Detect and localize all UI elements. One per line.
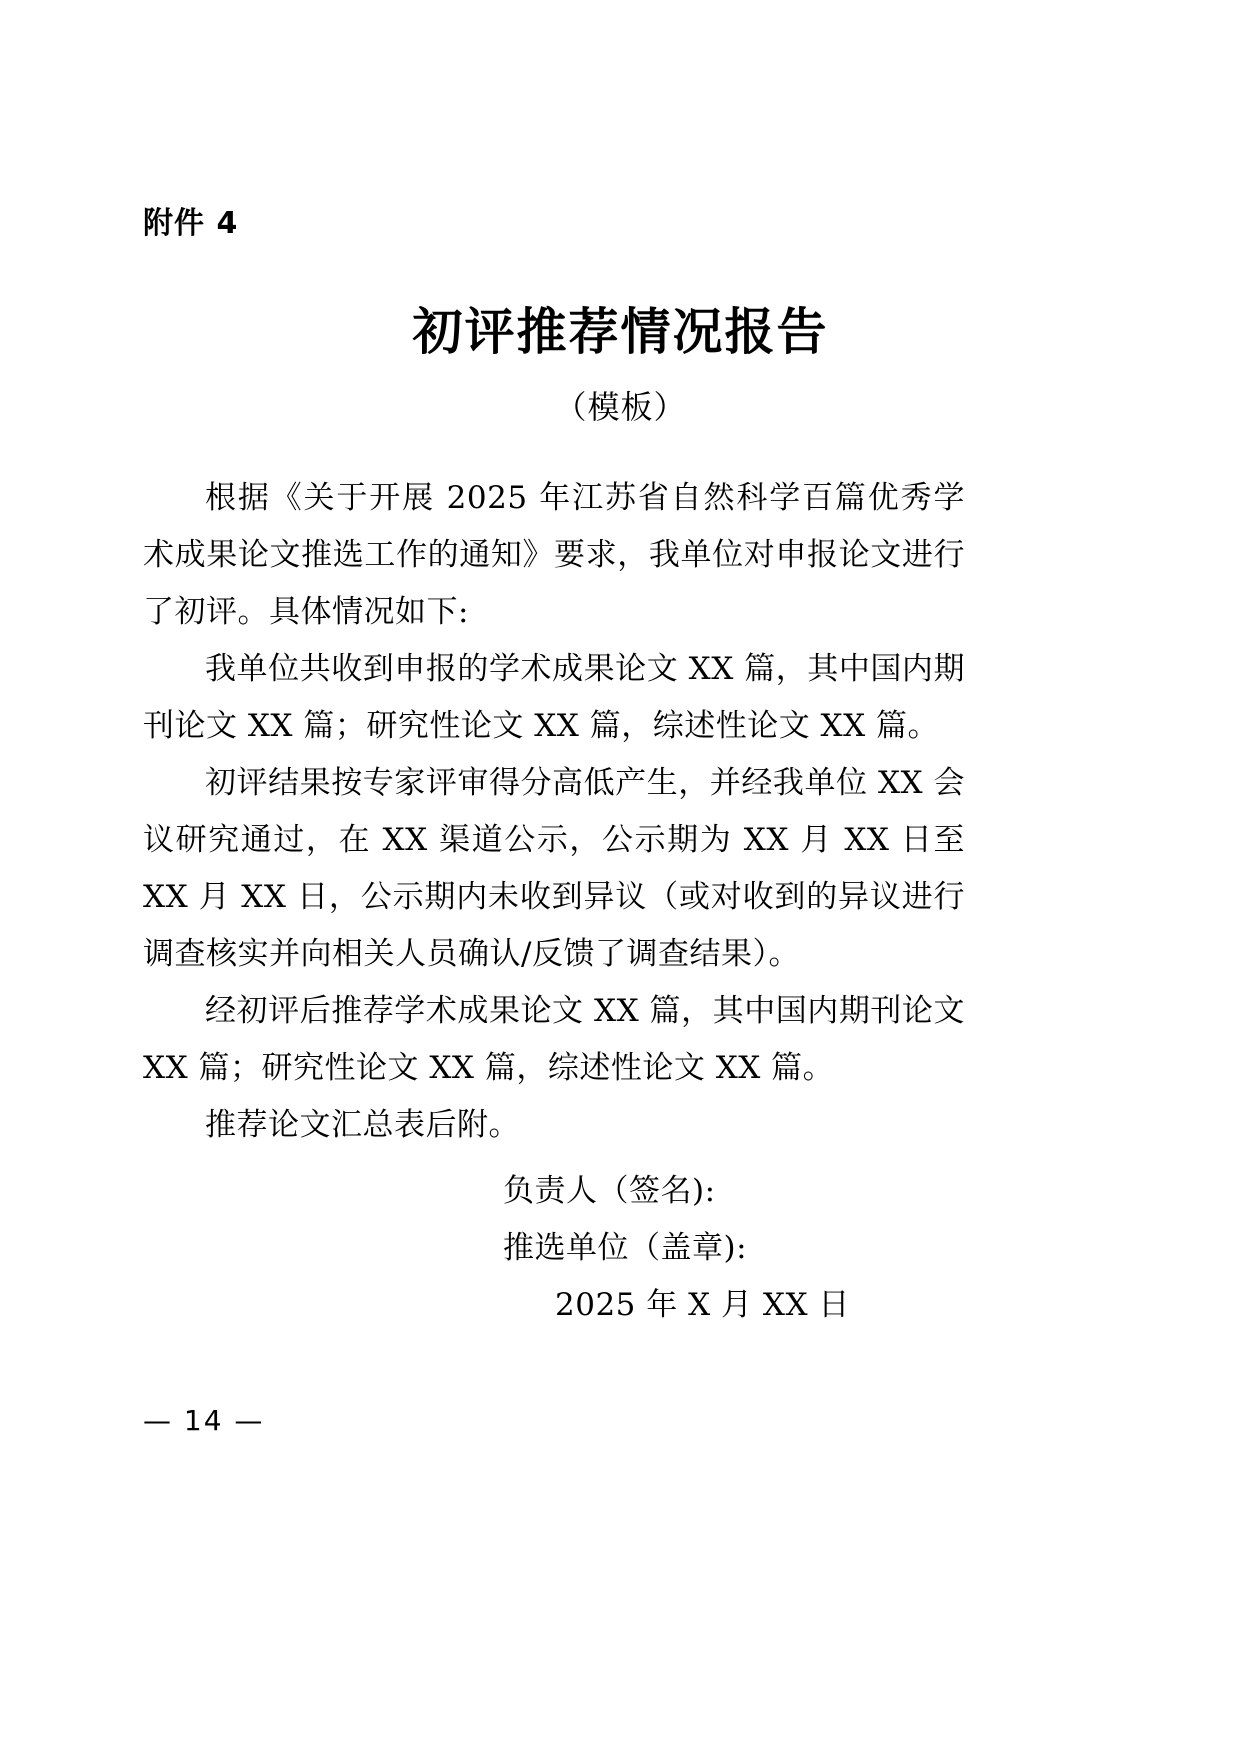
paragraph-2: 我单位共收到申报的学术成果论文 XX 篇，其中国内期刊论文 XX 篇；研究性论文 XX 篇，综述性论文 XX 篇。 (143, 651, 965, 744)
document-subtitle: （模板） (554, 388, 687, 426)
signature-block (143, 1163, 965, 1334)
paragraph-3: 初评结果按专家评审得分高低产生，并经我单位 XX 会议研究通过，在 XX 渠道公示，公示期为 XX 月 XX 日至 XX 月 XX 日，公示期内未收到异议（或对收到的异议进行调查核实并向相关人员确认/反馈了调查结果）。 (143, 765, 965, 972)
document-body (143, 470, 965, 1154)
responsible-person-line: 负责人（签名): (503, 1173, 716, 1209)
paragraph-1: 根据《关于开展 2025 年江苏省自然科学百篇优秀学术成果论文推选工作的通知》要求，我单位对申报论文进行了初评。具体情况如下: (143, 480, 965, 630)
paragraph-5: 推荐论文汇总表后附。 (205, 1107, 520, 1143)
signature-date: 2025 年 X 月 XX 日 (555, 1287, 850, 1323)
page-number: — 14 — (143, 1404, 265, 1437)
page-title: 初评推荐情况报告 (412, 302, 829, 361)
recommending-unit-line: 推选单位（盖章): (503, 1230, 748, 1266)
paragraph-4: 经初评后推荐学术成果论文 XX 篇，其中国内期刊论文 XX 篇；研究性论文 XX 篇，综述性论文 XX 篇。 (143, 993, 965, 1086)
attachment-label: 附件 4 (143, 206, 239, 241)
